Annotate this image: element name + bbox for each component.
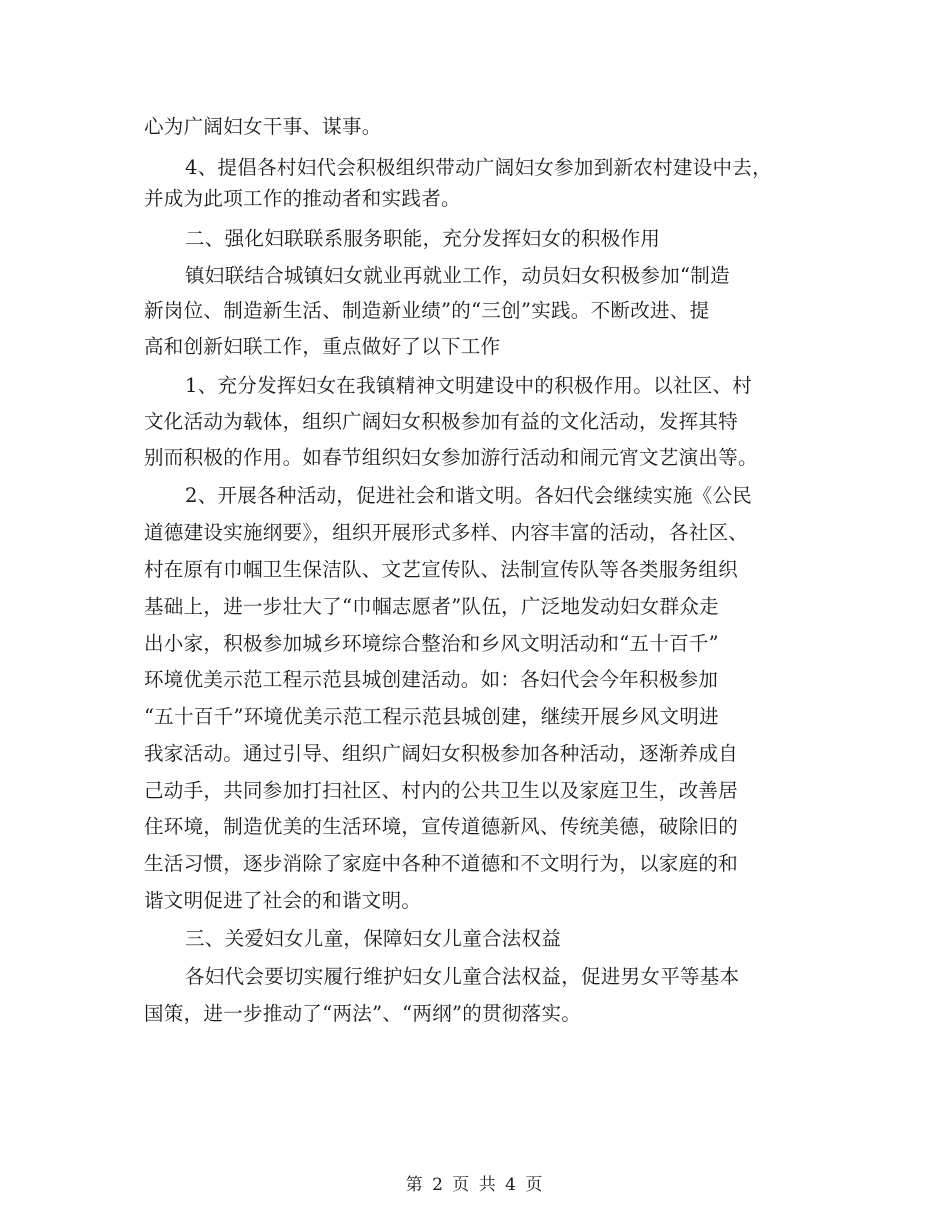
body-line: 国策，进一步推动了“两法”、“两纲”的贯彻落实。 (144, 1002, 582, 1025)
body-line: 高和创新妇联工作，重点做好了以下工作 (144, 335, 501, 358)
body-line: 环境优美示范工程示范县城创建活动。如：各妇代会今年积极参加 (144, 668, 719, 691)
body-line: 文化活动为载体，组织广阔妇女积极参加有益的文化活动，发挥其特 (144, 410, 739, 433)
body-line: 各妇代会要切实履行维护妇女儿童合法权益，促进男女平等基本 (185, 965, 740, 988)
body-line: 并成为此项工作的推动者和实践者。 (144, 187, 461, 210)
body-line: 己动手，共同参加打扫社区、村内的公共卫生以及家庭卫生，改善居 (144, 779, 739, 802)
body-line: 2、开展各种活动，促进社会和谐文明。各妇代会继续实施《公民 (185, 484, 753, 507)
body-line: 生活习惯，逐步消除了家庭中各种不道德和不文明行为，以家庭的和 (144, 852, 739, 875)
body-line: 新岗位、制造新生活、制造新业绩”的“三创”实践。不断改进、提 (144, 299, 710, 322)
body-line: 出小家，积极参加城乡环境综合整治和乡风文明活动和“五十百千” (144, 632, 719, 655)
body-line: 镇妇联结合城镇妇女就业再就业工作，动员妇女积极参加“制造 (185, 264, 730, 287)
page-number-footer: 第 2 页 共 4 页 (405, 1175, 545, 1195)
body-line: 村在原有巾帼卫生保洁队、文艺宣传队、法制宣传队等各类服务组织 (144, 558, 739, 581)
body-line: 道德建设实施纲要》，组织开展形式多样、内容丰富的活动，各社区、 (144, 521, 749, 544)
body-line: 我家活动。通过引导、组织广阔妇女积极参加各种活动，逐渐养成自 (144, 742, 739, 765)
section-heading: 二、强化妇联联系服务职能，充分发挥妇女的积极作用 (185, 227, 661, 250)
body-line: 基础上，进一步壮大了“巾帼志愿者”队伍，广泛地发动妇女群众走 (144, 595, 719, 618)
body-line: 4、提倡各村妇代会积极组织带动广阔妇女参加到新农村建设中去， (185, 156, 772, 179)
body-line: 谐文明促进了社会的和谐文明。 (144, 889, 422, 912)
body-line: 别而积极的作用。如春节组织妇女参加游行活动和闹元宵文艺演出等。 (144, 446, 758, 469)
body-line: 心为广阔妇女干事、谋事。 (144, 115, 382, 138)
body-line: 住环境，制造优美的生活环境，宣传道德新风、传统美德，破除旧的 (144, 815, 739, 838)
section-heading: 三、关爱妇女儿童，保障妇女儿童合法权益 (185, 927, 562, 950)
body-line: “五十百千”环境优美示范工程示范县城创建，继续开展乡风文明进 (144, 705, 719, 728)
body-line: 1、充分发挥妇女在我镇精神文明建设中的积极作用。以社区、村 (185, 374, 753, 397)
